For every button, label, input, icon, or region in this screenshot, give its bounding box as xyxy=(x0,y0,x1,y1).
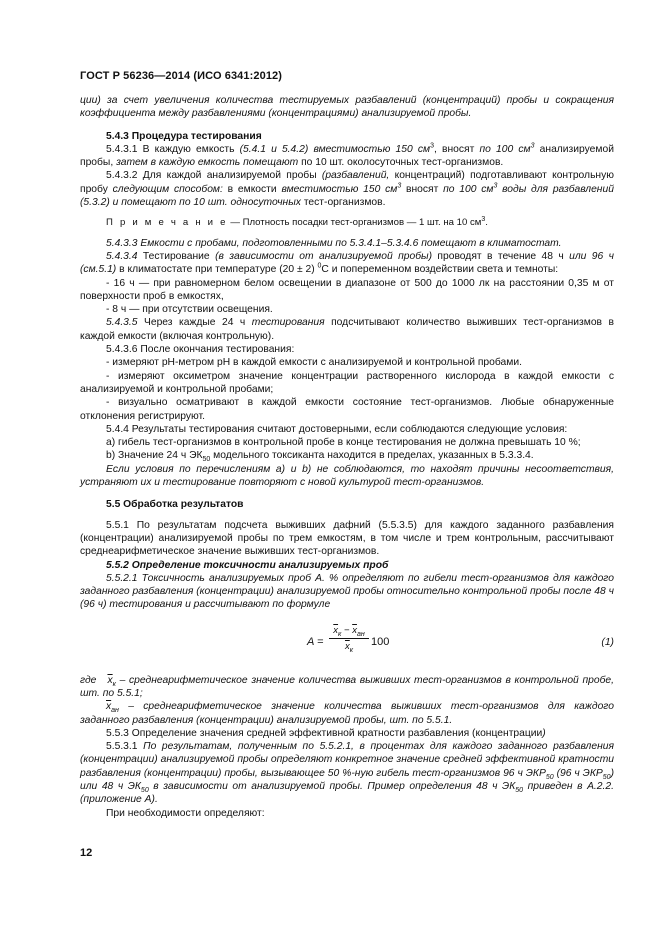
list-item-dark: - 8 ч — при отсутствии освещения. xyxy=(106,304,273,316)
paragraph-5-4-3-3: 5.4.3.3 Емкости с пробами, подготовленными по 5.3.4.1–5.3.4.6 помещают в климатостат. xyxy=(106,237,562,249)
formula-lhs: A = xyxy=(307,635,324,648)
paragraph-5-4-3-6: 5.4.3.6 После окончания тестирования: xyxy=(106,344,295,356)
list-item-visual: - визуально осматривают в каждой емкости состояние тест-организмов. Любые обнаруженные отклонения регистрируют. xyxy=(80,397,614,422)
paragraph-5-4-3-1: 5.4.3.1 В каждую емкость (5.4.1 и 5.4.2) вместимостью 150 $см^3$, вносят по 100 $см^3$ анализируемой пробы, затем в каждую емкость помещают по 10 шт. околосуточных тест-организмов. xyxy=(80,142,614,169)
list-item-ph: - измеряют рН-метром рН в каждой емкости с анализируемой и контрольной пробами. xyxy=(106,357,522,369)
paragraph-5-5-3-1: 5.5.3.1 По результатам, полученным по 5.5.2.1, в процентах для каждого заданного разбавления (концентрации) анализируемой пробы определяют конкретное значение средней эффективной кратности разбавления (концентрации) пробы, вызывающее 50 %-ную гибель тест-организмов 96 ч $ЭКР_{50}$ (96 ч $ЭКР_{50}$) или 48 ч $ЭК_{50}$ в зависимости от анализируемой пробы. Пример определения 48 ч $ЭК_{50}$ приведен в А.2.2. (приложение А). xyxy=(80,741,614,806)
list-item-oxygen: - измеряют оксиметром значение концентрации растворенного кислорода в каждой емкости с анализируемой и контрольной пробами; xyxy=(80,370,614,395)
heading-5-5: 5.5 Обработка результатов xyxy=(106,499,244,511)
document-body xyxy=(80,94,614,820)
paragraph-5-5-2-1: 5.5.2.1 Токсичность анализируемых проб А. % определяют по гибели тест-организмов для каждого заданного разбавления (концентрации) анализируемой пробы относительно контрольной пробы после 48 ч (96 ч) тестирования и рассчитывают по формуле xyxy=(80,572,614,611)
paragraph-5-5-3: 5.5.3 Определение значения средней эффективной кратности разбавления (концентрации) xyxy=(106,727,546,739)
heading-5-4-3: 5.4.3 Процедура тестирования xyxy=(106,130,262,142)
formula-multiplier: 100 xyxy=(371,635,390,648)
formula-numerator: $\overline{x}_к - \overline{x}_{ан}$ xyxy=(329,624,369,639)
paragraph-5-5-1: 5.5.1 По результатам подсчета выживших дафний (5.5.3.5) для каждого заданного разбавления (концентрации) анализируемой пробы по трем емкостям, в том числе и трем контрольным, рассчитывают среднеарифметическое значение выживших тест-организмов. xyxy=(80,519,614,558)
condition-a: а) гибель тест-организмов в контрольной пробе в конце тестирования не должна превышать 10 %; xyxy=(106,437,581,449)
formula-1 xyxy=(80,622,614,666)
paragraph-5-4-4: 5.4.4 Результаты тестирования считают достоверными, если соблюдаются следующие условия: xyxy=(106,423,568,435)
document-header: ГОСТ Р 56236—2014 (ИСО 6341:2012) xyxy=(80,70,283,82)
intro-paragraph: ции) за счет увеличения количества тестируемых разбавлений (концентраций) пробы и сокращения коэффициента между разбавлениями (концентрациями) анализируемой пробы. xyxy=(80,95,614,120)
condition-b: b) Значение 24 ч $ЭК_{50}$ модельного токсиканта находится в пределах, указанных в 5.3.3.4. xyxy=(106,450,534,464)
heading-5-5-2: 5.5.2 Определение токсичности анализируемых проб xyxy=(106,559,389,571)
page-number: 12 xyxy=(80,847,93,859)
formula-number: (1) xyxy=(601,636,614,648)
note-label: П р и м е ч а н и е xyxy=(106,217,228,229)
condition-failure: Если условия по перечислениям а) и b) не соблюдаются, то находят причины несоответствия, устраняют их и тестирование повторяют с новой культурой тест-организмов. xyxy=(80,463,614,489)
list-item-light: - 16 ч — при равномерном белом освещении в диапазоне от 500 до 1000 лк на расстоянии 0,35 м от поверхности проб в емкостях, xyxy=(80,277,614,302)
paragraph-5-4-3-2: 5.4.3.2 Для каждой анализируемой пробы (разбавлений, концентраций) подготавливают контрольную пробу следующим способом: в емкости вместимостью 150 $см^3$ вносят по 100 $см^3$ воды для разбавлений (5.3.2) и помещают по 10 шт. односуточных тест-организмов. xyxy=(80,170,614,209)
where-x-an: $\overline{x}_{ан}$ – среднеарифметическое значение количества выживших тест-организмов для каждого заданного разбавления (концентрации) анализируемой пробы, шт. по 5.5.1. xyxy=(80,701,614,726)
paragraph-5-4-3-5: 5.4.3.5 Через каждые 24 ч тестирования подсчитывают количество выживших тест-организмов в каждой емкости (включая контрольную). xyxy=(80,317,614,342)
note: П р и м е ч а н и е — Плотность посадки тест-организмов — 1 шт. на 10 $см^3$. xyxy=(106,216,488,229)
paragraph-5-4-3-4: 5.4.3.4 Тестирование (в зависимости от анализируемой пробы) проводят в течение 48 ч или 96 ч (см.5.1) в климатостате при температуре (20 ± 2) $^0$С и попеременном воздействии света и темноты: xyxy=(80,250,614,276)
paragraph-determine: При необходимости определяют: xyxy=(106,807,265,819)
formula-denominator: $\overline{x}_к$ xyxy=(344,640,354,654)
formula-fraction xyxy=(329,624,369,654)
where-x-k: где $\overline{x}_к$ – среднеарифметическое значение количества выживших тест-организмов в контрольной пробе, шт. по 5.5.1; xyxy=(80,674,614,699)
